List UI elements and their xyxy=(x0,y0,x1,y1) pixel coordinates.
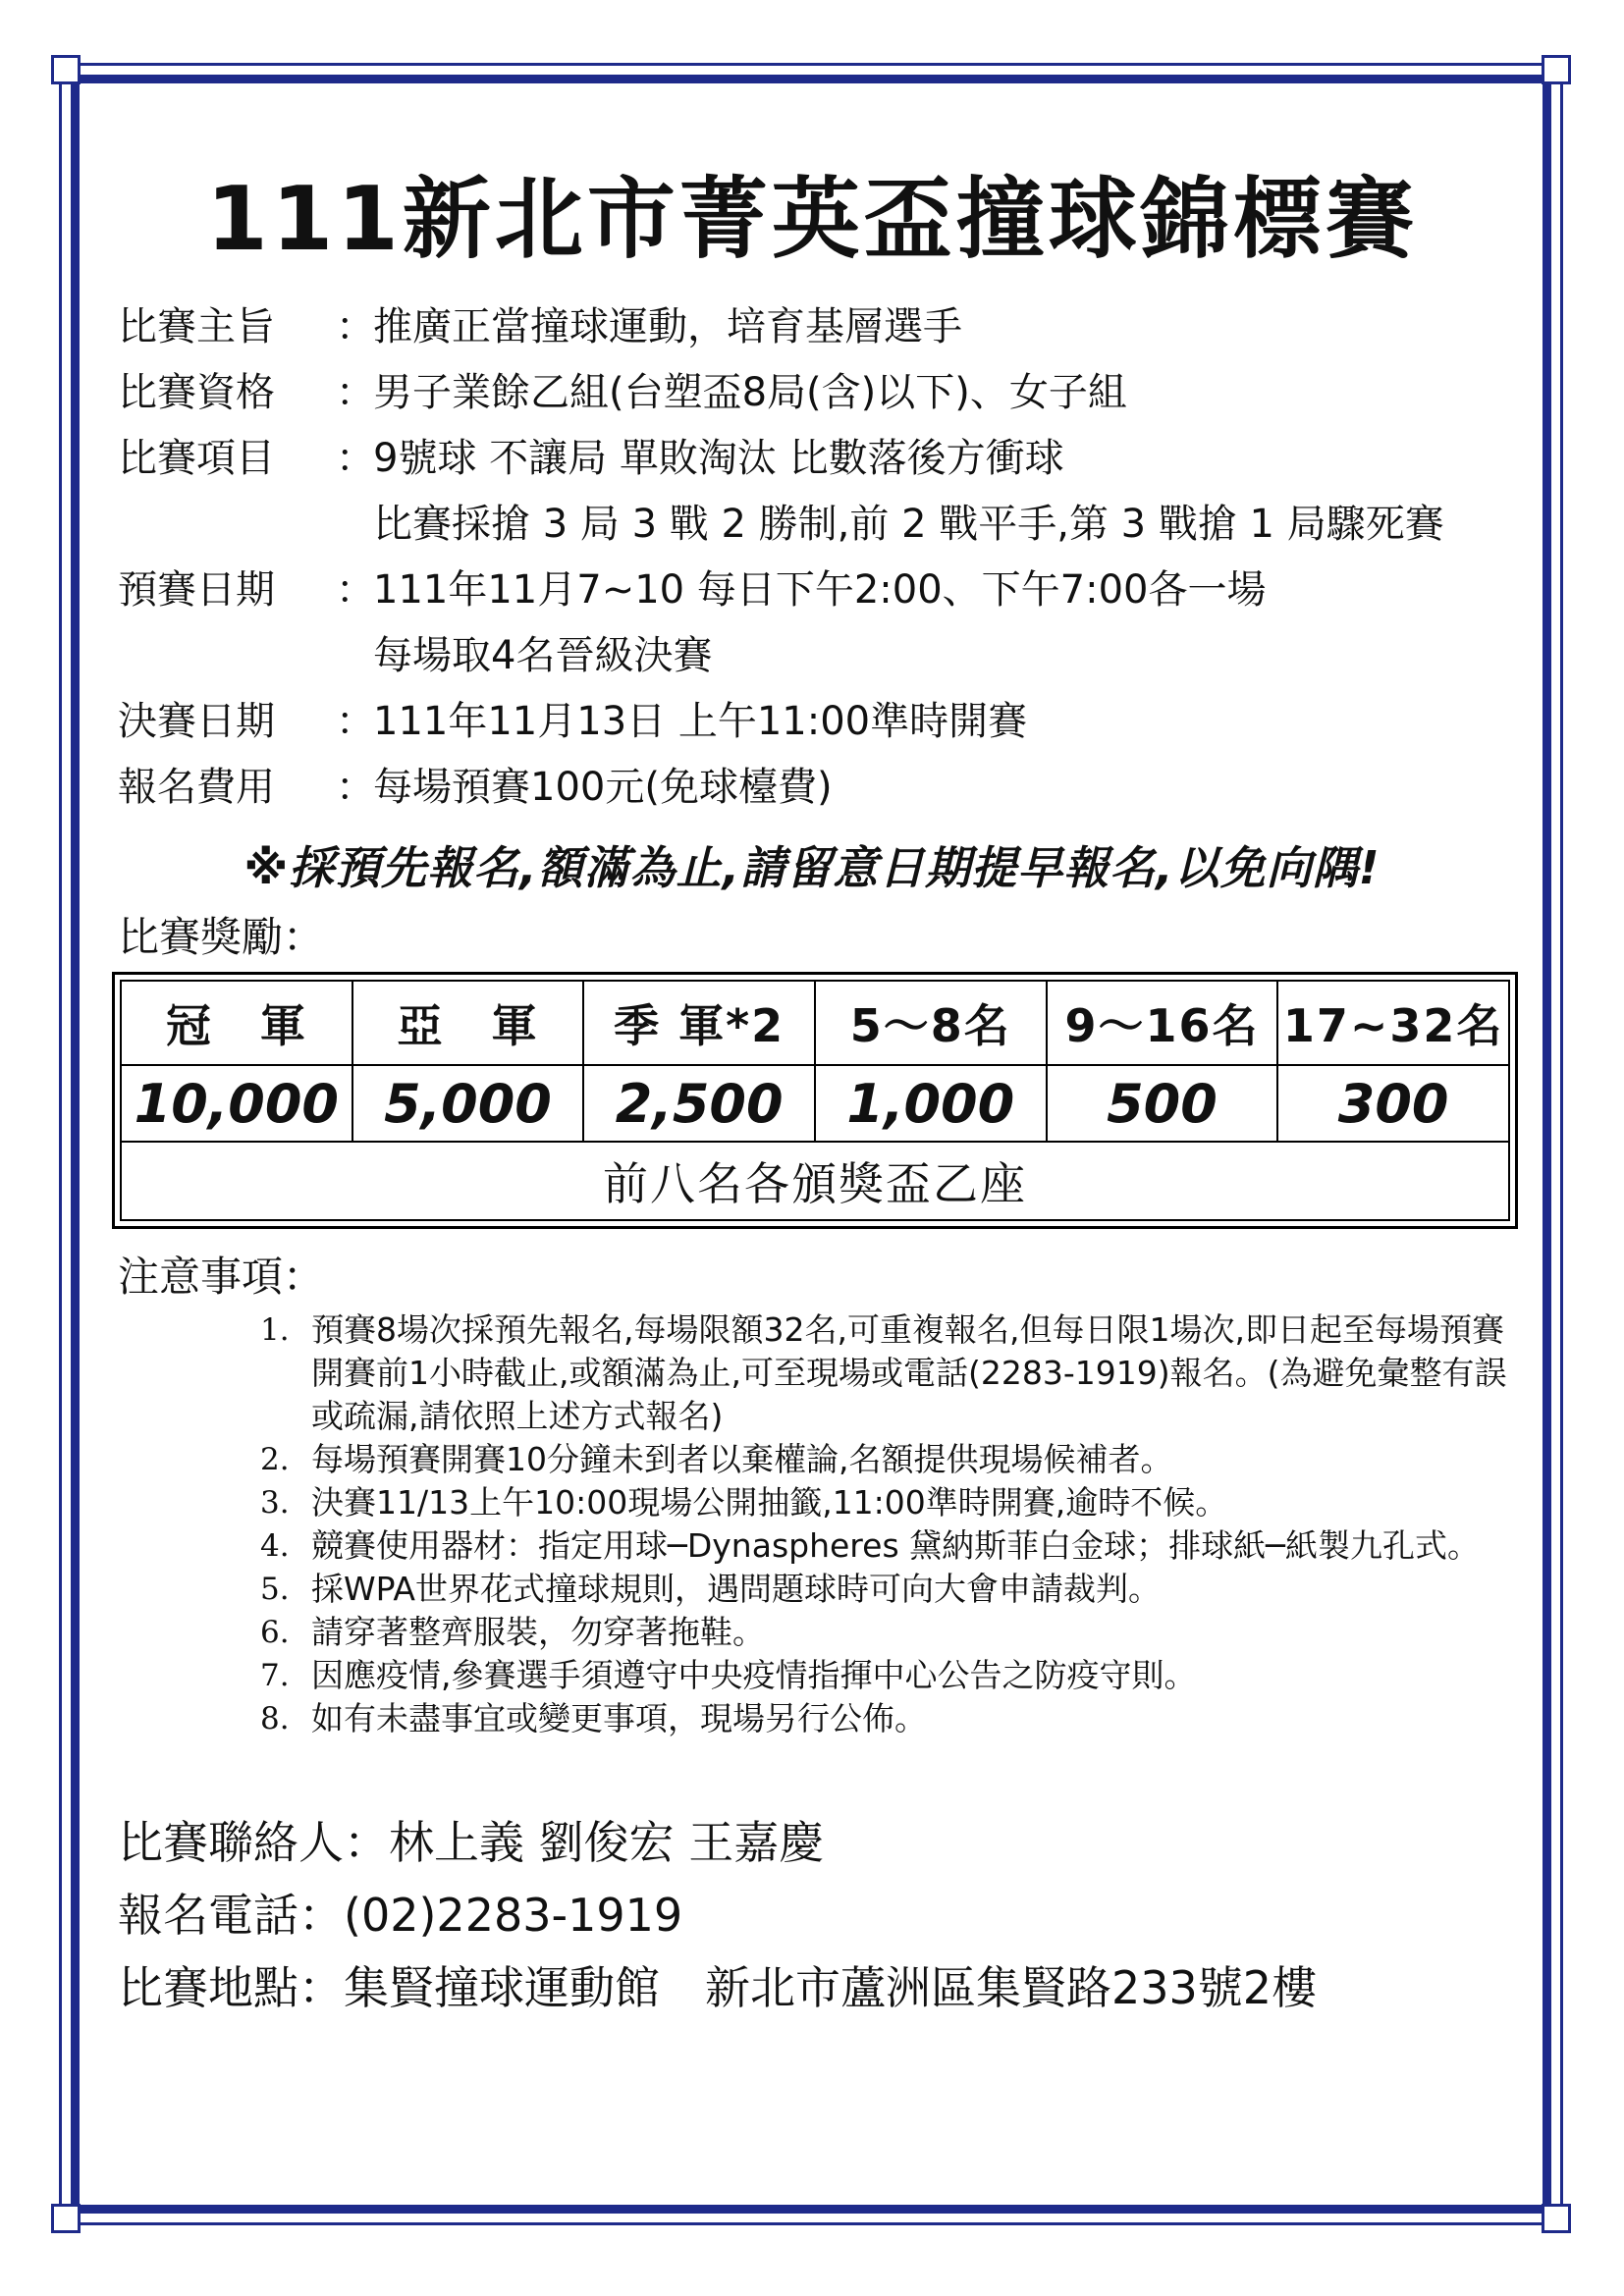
info-value: 每場預賽100元(免球檯費) xyxy=(373,765,833,810)
info-value: 111年11月13日 上午11:00準時開賽 xyxy=(373,699,1028,744)
info-value: 9號球 不讓局 單敗淘汰 比數落後方衝球 xyxy=(373,436,1064,481)
note-number: 5. xyxy=(260,1572,290,1607)
prize-amount-cell: 10,000 xyxy=(121,1065,352,1142)
prize-footer-cell: 前八名各頒獎盃乙座 xyxy=(121,1142,1509,1220)
note-number: 2. xyxy=(260,1442,290,1477)
note-item xyxy=(260,1568,1527,1611)
info-value: 比賽採搶 3 局 3 戰 2 勝制,前 2 戰平手,第 3 戰搶 1 局驟死賽 xyxy=(373,502,1444,547)
contact-phone: 報名電話：(02)2283-1919 xyxy=(118,1889,683,1942)
note-number: 7. xyxy=(260,1658,290,1693)
info-row-items xyxy=(118,426,1532,492)
note-text: 決賽11/13上午10:00現場公開抽籤,11:00準時開賽,逾時不候。 xyxy=(311,1483,1228,1522)
note-item xyxy=(260,1611,1527,1654)
notes-heading: 注意事項： xyxy=(118,1253,325,1301)
info-label: 比賽主旨 xyxy=(118,304,275,349)
note-text: 如有未盡事宜或變更事項，現場另行公佈。 xyxy=(311,1699,927,1737)
note-text: 採WPA世界花式撞球規則，遇問題球時可向大會申請裁判。 xyxy=(311,1570,1161,1608)
prize-rank-cell: 5～8名 xyxy=(815,981,1047,1065)
prize-table xyxy=(120,980,1510,1221)
info-colon: ： xyxy=(336,304,375,349)
note-number: 8. xyxy=(260,1701,290,1736)
info-row-prelim-continued xyxy=(118,623,1532,689)
note-text: 每場預賽開賽10分鐘未到者以棄權論,名額提供現場候補者。 xyxy=(311,1440,1173,1478)
note-item xyxy=(260,1308,1527,1438)
info-label: 預賽日期 xyxy=(118,567,275,613)
info-row-fee xyxy=(118,755,1532,821)
frame-corner-ornament xyxy=(51,55,81,84)
prize-amount-row xyxy=(121,1065,1509,1142)
note-number: 1. xyxy=(260,1312,290,1348)
prize-table-frame xyxy=(112,972,1518,1229)
frame-corner-ornament xyxy=(1542,55,1571,84)
prize-amount-cell: 2,500 xyxy=(583,1065,815,1142)
note-item xyxy=(260,1438,1527,1481)
contact-person: 比賽聯絡人：林上義 劉俊宏 王嘉慶 xyxy=(118,1816,825,1869)
info-value: 111年11月7~10 每日下午2:00、下午7:00各一場 xyxy=(373,567,1267,613)
info-colon: ： xyxy=(336,567,375,613)
note-number: 3. xyxy=(260,1485,290,1521)
info-label: 比賽資格 xyxy=(118,370,275,415)
prize-rank-cell: 17~32名 xyxy=(1277,981,1509,1065)
frame-corner-ornament xyxy=(1542,2204,1571,2233)
info-label: 報名費用 xyxy=(118,765,275,810)
prize-amount-cell: 5,000 xyxy=(352,1065,584,1142)
info-label: 比賽項目 xyxy=(118,436,275,481)
prize-rank-cell: 9～16名 xyxy=(1047,981,1278,1065)
prize-rank-row xyxy=(121,981,1509,1065)
info-row-eligibility xyxy=(118,360,1532,426)
frame-corner-ornament xyxy=(51,2204,81,2233)
info-colon: ： xyxy=(336,370,375,415)
info-row-prelim xyxy=(118,558,1532,623)
prize-amount-cell: 300 xyxy=(1277,1065,1509,1142)
contacts-section xyxy=(118,1806,1532,2024)
registration-notice: ※採預先報名,額滿為止,請留意日期提早報名,以免向隅! xyxy=(244,841,1380,894)
note-item xyxy=(260,1481,1527,1524)
info-colon: ： xyxy=(336,699,375,744)
note-number: 4. xyxy=(260,1528,290,1564)
info-section xyxy=(118,294,1532,821)
prizes-heading: 比賽獎勵： xyxy=(118,913,325,961)
note-text: 因應疫情,參賽選手須遵守中央疫情指揮中心公告之防疫守則。 xyxy=(311,1656,1197,1694)
prize-rank-cell: 冠 軍 xyxy=(121,981,352,1065)
prize-rank-cell: 季 軍*2 xyxy=(583,981,815,1065)
prize-footer-row xyxy=(121,1142,1509,1220)
prize-amount-cell: 500 xyxy=(1047,1065,1278,1142)
info-row-final xyxy=(118,689,1532,755)
notes-list xyxy=(260,1308,1527,1740)
page-title: 111新北市菁英盃撞球錦標賽 xyxy=(206,168,1418,271)
info-value: 推廣正當撞球運動，培育基層選手 xyxy=(373,304,962,349)
prize-amount-cell: 1,000 xyxy=(815,1065,1047,1142)
info-value: 男子業餘乙組(台塑盃8局(含)以下)、女子組 xyxy=(373,370,1127,415)
info-colon: ： xyxy=(336,436,375,481)
info-value: 每場取4名晉級決賽 xyxy=(373,633,713,678)
note-text: 競賽使用器材：指定用球─Dynaspheres 黛納斯菲白金球；排球紙─紙製九孔式。 xyxy=(311,1526,1480,1565)
note-item xyxy=(260,1524,1527,1568)
info-colon: ： xyxy=(336,765,375,810)
note-item xyxy=(260,1697,1527,1740)
info-row-items-continued xyxy=(118,492,1532,558)
info-row-purpose xyxy=(118,294,1532,360)
note-text: 請穿著整齊服裝，勿穿著拖鞋。 xyxy=(311,1613,765,1651)
note-item xyxy=(260,1654,1527,1697)
note-text: 預賽8場次採預先報名,每場限額32名,可重複報名,但每日限1場次,即日起至每場預賽開賽前1小時截止,或額滿為止,可至現場或電話(2283-1919)報名。(為避免彙整有誤或疏漏,請依照上述方式報名) xyxy=(311,1310,1507,1435)
info-label: 決賽日期 xyxy=(118,699,275,744)
prize-rank-cell: 亞 軍 xyxy=(352,981,584,1065)
contact-venue: 比賽地點：集賢撞球運動館 新北市蘆洲區集賢路233號2樓 xyxy=(118,1961,1318,2014)
note-number: 6. xyxy=(260,1615,290,1650)
